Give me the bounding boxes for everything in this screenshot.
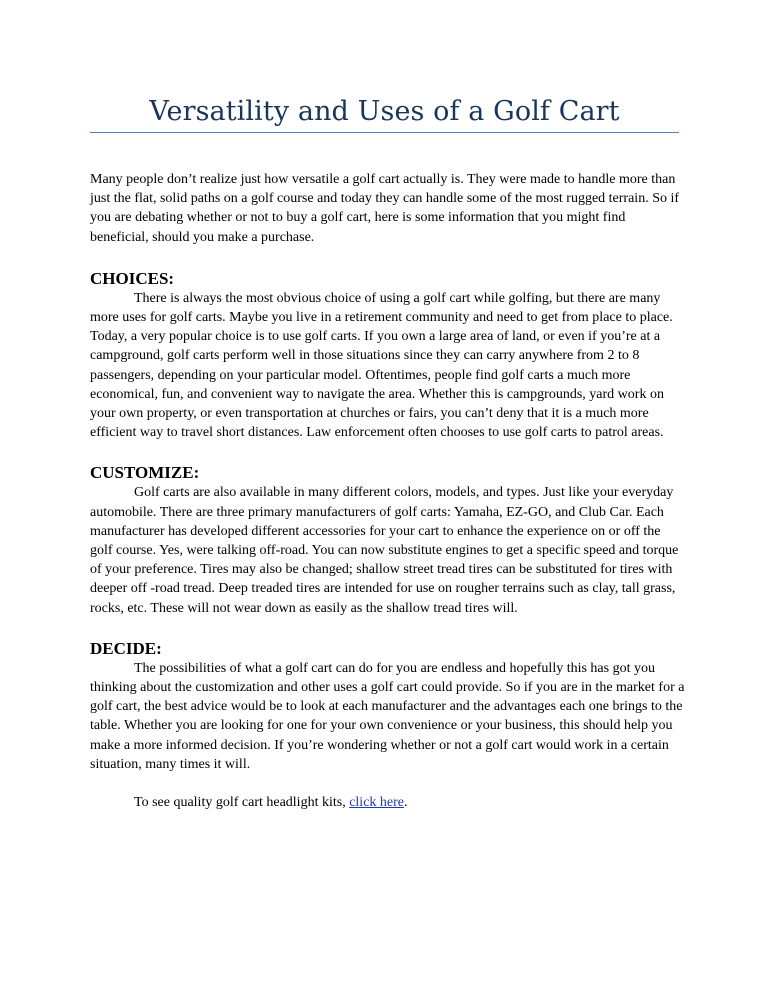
section-choices <box>90 269 685 443</box>
section-heading-decide: DECIDE: <box>90 638 162 658</box>
document-body <box>90 170 685 812</box>
section-decide <box>90 639 685 774</box>
section-heading-choices: CHOICES: <box>90 268 175 288</box>
title-underline-rule <box>90 132 679 133</box>
section-customize <box>90 463 685 617</box>
section-heading-customize: CUSTOMIZE: <box>90 463 200 483</box>
section-body-choices: There is always the most obvious choice of using a golf cart while golfing, but there are many more uses for golf carts. Maybe you live in a retirement community and need to get from place to place. Today, a very popular choice is to use golf carts. If you own a large area of land, or even if you’re at a campground, golf carts perform well in those situations since they can carry anywhere from 2 to 8 passengers, depending on your particular model. Oftentimes, people find golf carts a much more economical, fun, and convenient way to navigate the area. Whether this is campgrounds, yard work on your own property, or even transportation at churches or fairs, you can’t deny that it is a much more efficient way to travel short distances. Law enforcement often chooses to use golf carts to patrol areas. <box>90 290 673 441</box>
intro-paragraph: Many people don’t realize just how versatile a golf cart actually is. They were made to handle more than just the flat, solid paths on a golf course and today they can handle some of the most rugged terrain. So if you are debating whether or not to buy a golf cart, here is some information that you might find beneficial, should you make a purchase. <box>90 172 680 245</box>
section-body-customize: Golf carts are also available in many different colors, models, and types. Just like your everyday automobile. There are three primary manufacturers of golf carts: Yamaha, EZ-GO, and Club Car. Each manufacturer has developed different accessories for your cart to enhance the experience on or off the golf course. Yes, were talking off-road. You can now substitute engines to get a specific speed and torque of your preference. Tires may also be changed; shallow street tread tires can be substituted for tires with deeper off -road tread. Deep treaded tires are intended for use on rougher terrains such as clay, tall grass, rocks, etc. These will not wear down as easily as the shallow tread tires will. <box>90 485 679 616</box>
cta-suffix-text: . <box>404 795 408 811</box>
cta-prefix-text: To see quality golf cart headlight kits, <box>134 795 350 811</box>
headlight-kits-cta <box>90 793 685 812</box>
click-here-link[interactable]: click here <box>349 795 404 811</box>
section-body-decide: The possibilities of what a golf cart can do for you are endless and hopefully this has got you thinking about the customization and other uses a golf cart could provide. So if you are in the market for a golf cart, the best advice would be to look at each manufacturer and the advantages each one brings to the table. Whether you are looking for one for your own convenience or your business, this should help you make a more informed decision. If you’re wondering whether or not a golf cart would work in a certain situation, many times it will. <box>90 660 685 772</box>
document-title: Versatility and Uses of a Golf Cart <box>149 96 620 127</box>
